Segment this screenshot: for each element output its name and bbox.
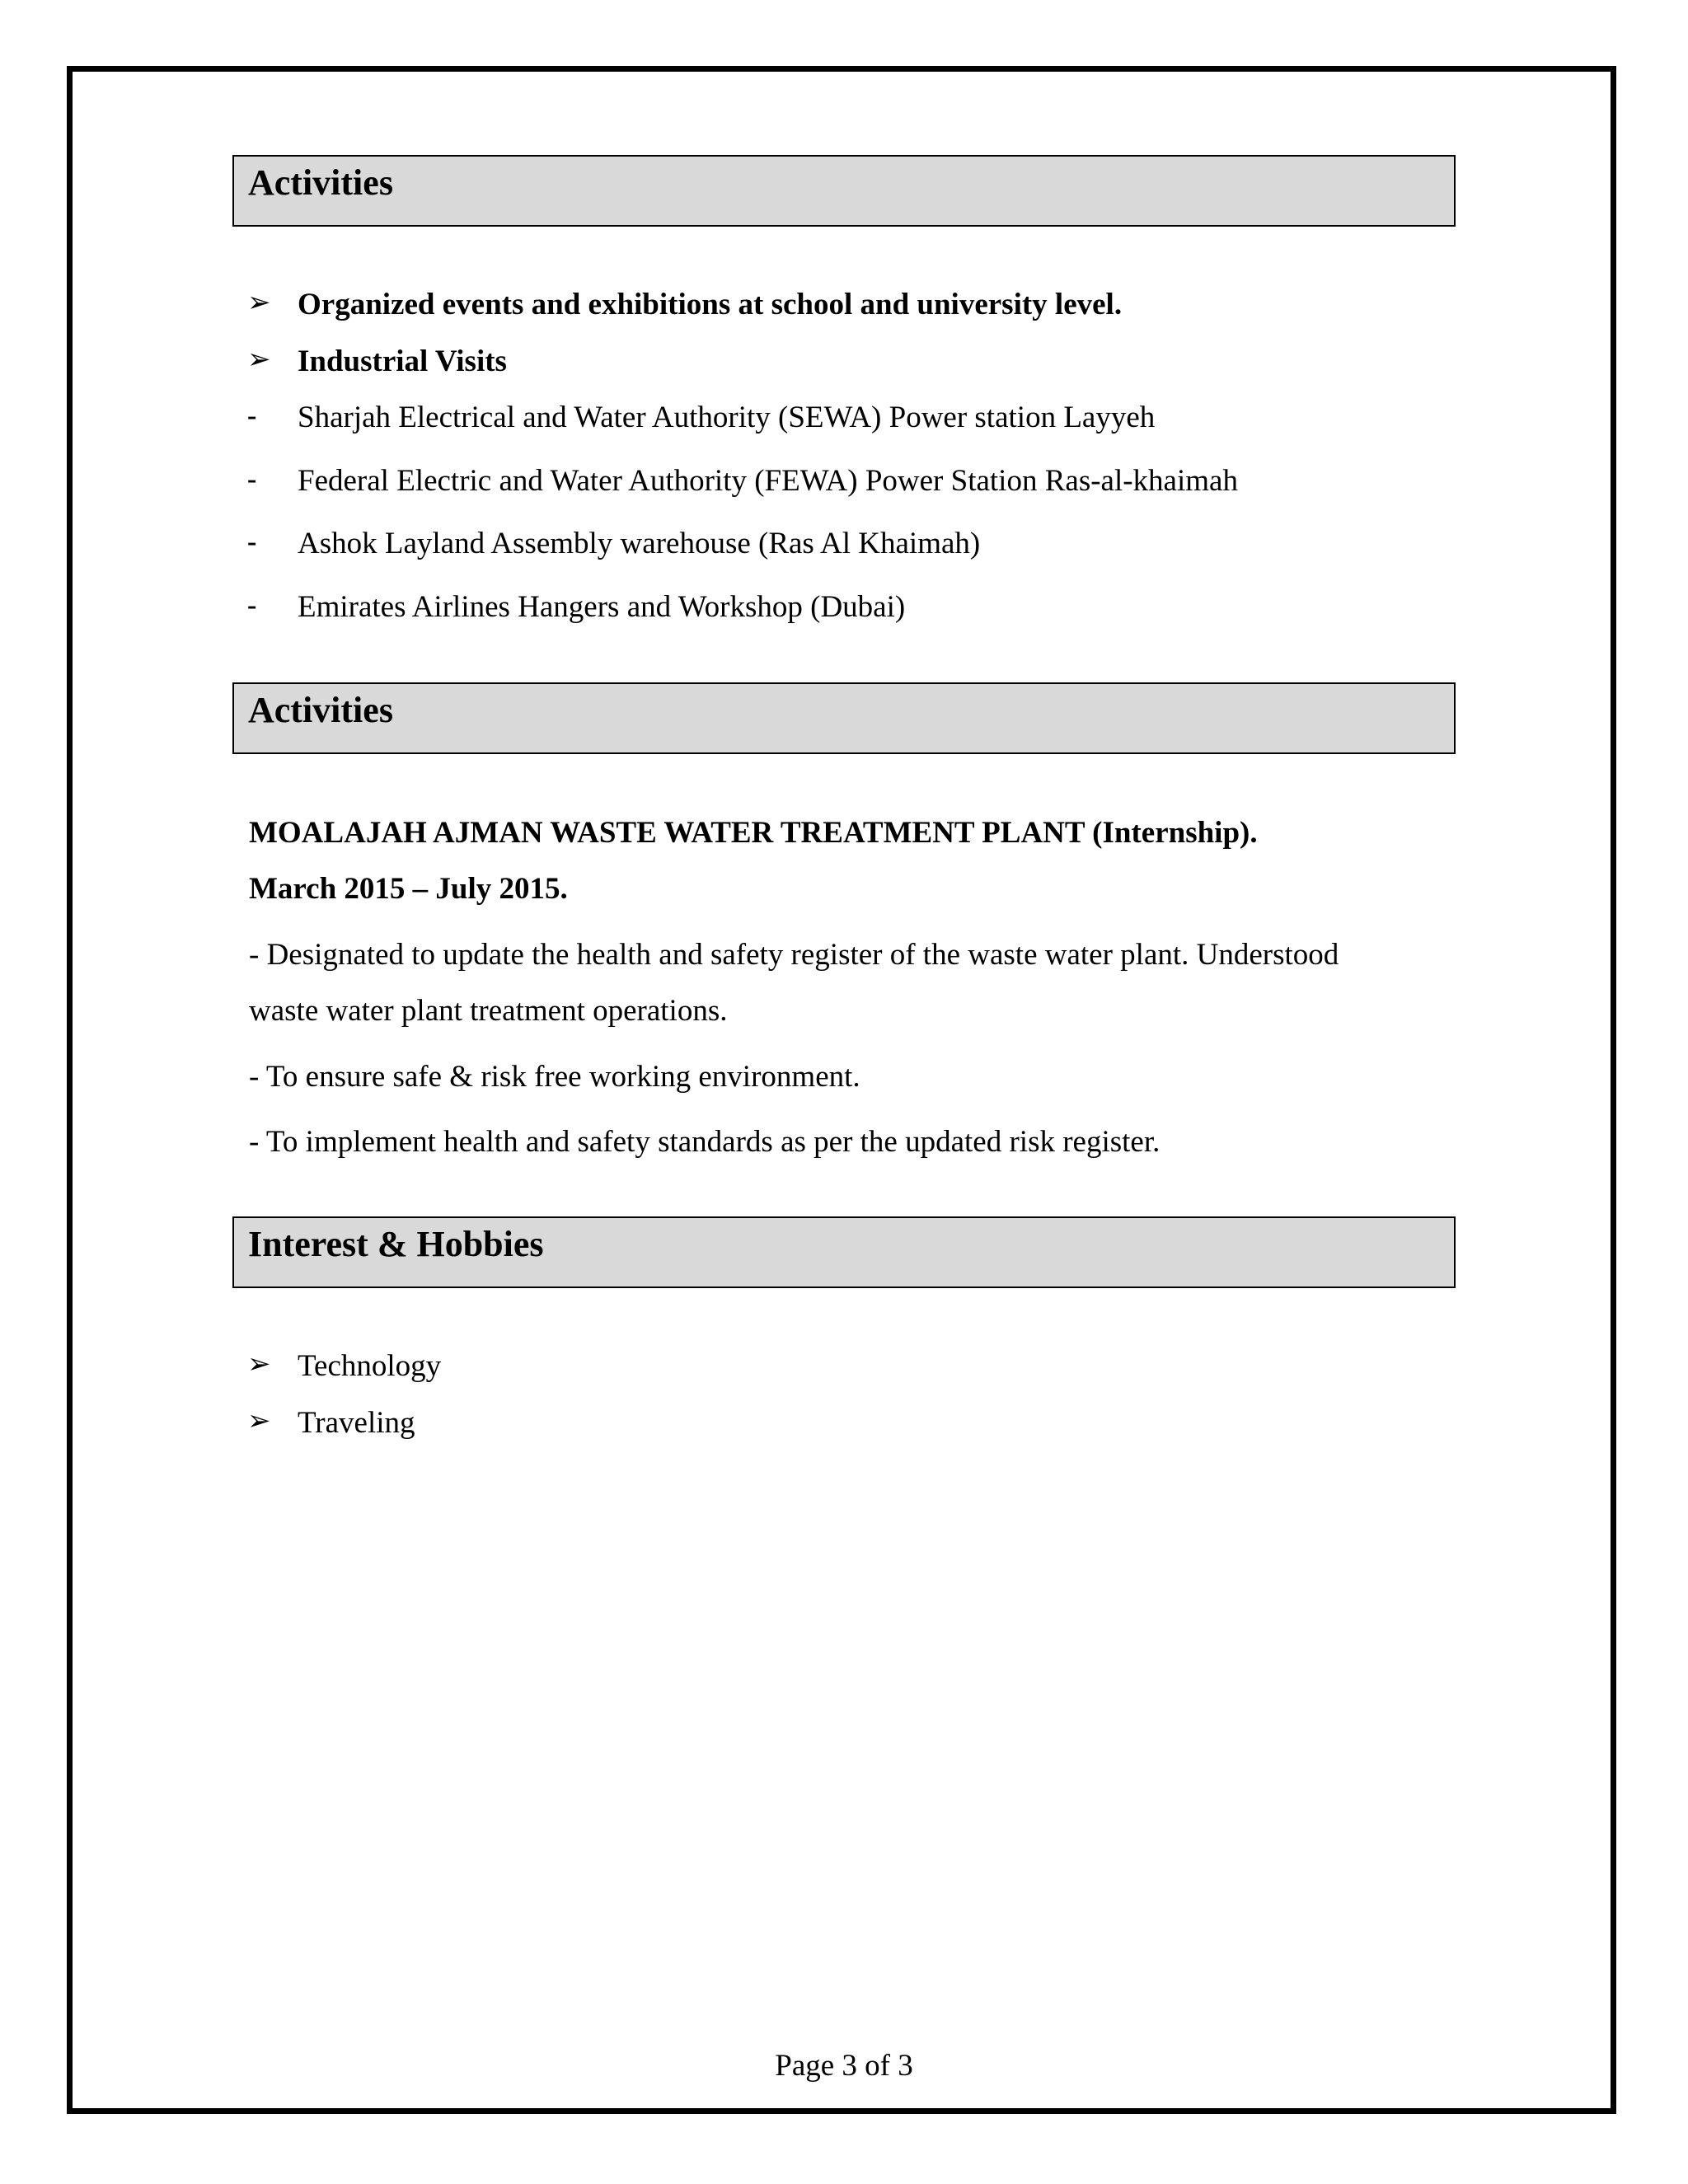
internship-title: MOALAJAH AJMAN WASTE WATER TREATMENT PLANT (Internship). — [249, 816, 1258, 850]
section-title: Activities — [248, 690, 393, 730]
section-header-activities-internship — [232, 682, 1456, 754]
list-item: Federal Electric and Water Authority (FEWA) Power Station Ras-al-khaimah — [298, 464, 1238, 498]
section-header-interests — [232, 1216, 1456, 1288]
duty-line: - To ensure safe & risk free working environment. — [249, 1060, 860, 1094]
list-item: Emirates Airlines Hangers and Workshop (Dubai) — [298, 590, 906, 624]
page-number: Page 3 of 3 — [775, 2049, 913, 2083]
arrow-bullet-icon: ➢ — [247, 288, 271, 318]
section-title: Interest & Hobbies — [248, 1224, 544, 1264]
list-item: Technology — [298, 1349, 442, 1383]
list-item: Organized events and exhibitions at school and university level. — [298, 288, 1123, 321]
section-header-activities — [232, 155, 1456, 227]
arrow-bullet-icon: ➢ — [247, 344, 271, 375]
dash-bullet-icon: - — [247, 464, 257, 494]
list-item: Traveling — [298, 1406, 415, 1440]
duty-line: - To implement health and safety standards as per the updated risk register. — [249, 1125, 1160, 1159]
duty-line: waste water plant treatment operations. — [249, 994, 728, 1028]
section-title: Activities — [248, 162, 393, 203]
list-item: Ashok Layland Assembly warehouse (Ras Al Khaimah) — [298, 527, 981, 560]
arrow-bullet-icon: ➢ — [247, 1406, 271, 1436]
list-item: Industrial Visits — [298, 344, 507, 378]
dash-bullet-icon: - — [247, 527, 257, 557]
list-item: Sharjah Electrical and Water Authority (SEWA) Power station Layyeh — [298, 401, 1156, 434]
duty-line: - Designated to update the health and safety register of the waste water plant. Understood — [249, 938, 1339, 972]
dash-bullet-icon: - — [247, 590, 257, 621]
dash-bullet-icon: - — [247, 401, 257, 431]
arrow-bullet-icon: ➢ — [247, 1349, 271, 1380]
internship-dates: March 2015 – July 2015. — [249, 872, 568, 906]
